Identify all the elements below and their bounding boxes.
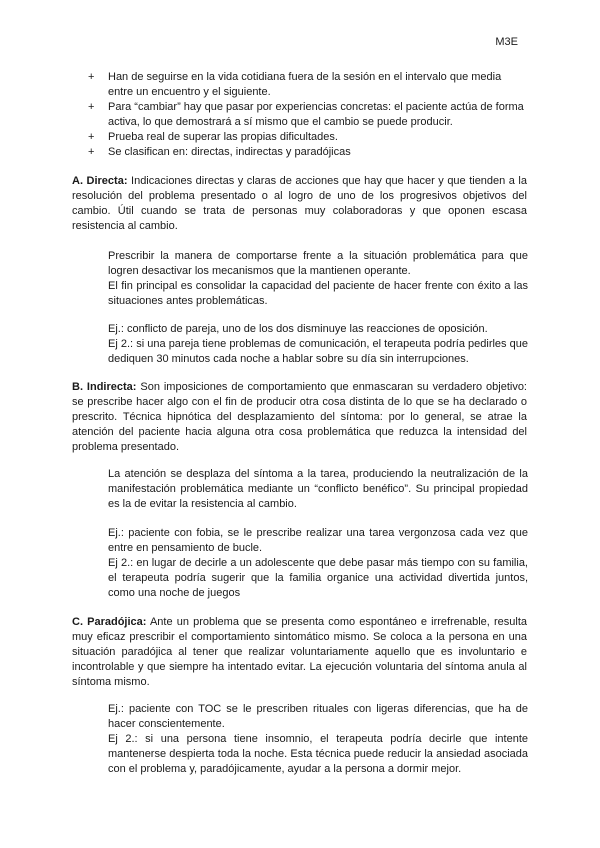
bullet-plus-icon: + bbox=[88, 146, 95, 158]
section-indirecta bbox=[72, 380, 527, 455]
bullet-item: + Para “cambiar” hay que pasar por experiencias concretas: el paciente actúa de forma activa, lo que demostrará a sí mismo que el cambio se puede producir. bbox=[88, 101, 524, 128]
example: Ej 2.: si una persona tiene insomnio, el terapeuta podría decirle que intente mantenerse despierta toda la noche. Esta técnica puede reducir la ansiedad asociada con el problema y, paradójicamente, ayudar a la persona a dormir mejor. bbox=[108, 733, 528, 775]
bullet-list bbox=[88, 70, 528, 160]
bullet-plus-icon: + bbox=[88, 101, 95, 113]
section-directa bbox=[72, 174, 527, 234]
paragraph: Prescribir la manera de comportarse frente a la situación problemática para que logren desactivar los mecanismos que la mantienen operante. bbox=[108, 250, 528, 277]
paragraph: El fin principal es consolidar la capacidad del paciente de hacer frente con éxito a las situaciones antes problemáticas. bbox=[108, 280, 528, 307]
bullet-item: + Prueba real de superar las propias dificultades. bbox=[88, 131, 338, 143]
bullet-plus-icon: + bbox=[88, 131, 95, 143]
section-title: B. Indirecta: bbox=[72, 381, 137, 393]
paragraph: C. Paradójica: Ante un problema que se presenta como espontáneo e irrefrenable, resulta muy eficaz prescribir el comportamiento sintomático mismo. Se coloca a la persona en una situación paradójica al tener que realizar voluntariamente aquello que es involuntario e incontrolable y que siempre ha intentado evitar. La ejecución voluntaria del síntoma anula al síntoma mismo. bbox=[72, 616, 527, 688]
directa-detail bbox=[108, 249, 528, 309]
example: Ej.: conflicto de pareja, uno de los dos disminuye las reacciones de oposición. bbox=[108, 323, 488, 335]
example: Ej.: paciente con fobia, se le prescribe realizar una tarea vergonzosa cada vez que entre en pensamiento de bucle. bbox=[108, 527, 528, 554]
example: Ej 2.: si una pareja tiene problemas de comunicación, el terapeuta podría pedirles que dediquen 30 minutos cada noche a hablar sobre su día sin interrupciones. bbox=[108, 338, 528, 365]
paragraph: La atención se desplaza del síntoma a la tarea, produciendo la neutralización de la manifestación problemática mediante un “conflicto benéfico”. Su principal propiedad es la de evitar la resistencia al cambio. bbox=[108, 468, 528, 510]
paragraph: A. Directa: Indicaciones directas y claras de acciones que hay que hacer y que tienden a la resolución del problema presentado o al logro de uno de los progresivos objetivos del cambio. Útil cuando se trata de personas muy colaboradoras y que oponen escasa resistencia al cambio. bbox=[72, 175, 527, 232]
bullet-item: + Han de seguirse en la vida cotidiana fuera de la sesión en el intervalo que media entre un encuentro y el siguiente. bbox=[88, 71, 502, 98]
section-paradojica bbox=[72, 615, 527, 690]
directa-examples bbox=[108, 322, 528, 367]
bullet-plus-icon: + bbox=[88, 71, 95, 83]
example: Ej.: paciente con TOC se le prescriben rituales con ligeras diferencias, que ha de hacer conscientemente. bbox=[108, 703, 528, 730]
indirecta-detail bbox=[108, 467, 528, 512]
section-title: C. Paradójica: bbox=[72, 616, 147, 628]
bullet-item: + Se clasifican en: directas, indirectas y paradójicas bbox=[88, 146, 351, 158]
page-header-code: M3E bbox=[495, 36, 518, 48]
section-title: A. Directa: bbox=[72, 175, 128, 187]
indirecta-examples bbox=[108, 526, 528, 601]
example: Ej 2.: en lugar de decirle a un adolescente que debe pasar más tiempo con su familia, el terapeuta podría sugerir que la familia organice una actividad divertida juntos, como una noche de juegos bbox=[108, 557, 528, 599]
paragraph: B. Indirecta: Son imposiciones de comportamiento que enmascaran su verdadero objetivo: se prescribe hacer algo con el fin de producir otra cosa distinta de lo que se ha declarado o prescrito. Técnica hipnótica del desplazamiento del síntoma: por lo general, se atrae la atención del paciente hacia alguna otra cosa problemática que reduzca la intensidad del problema presentado. bbox=[72, 381, 527, 453]
paradojica-examples bbox=[108, 702, 528, 777]
